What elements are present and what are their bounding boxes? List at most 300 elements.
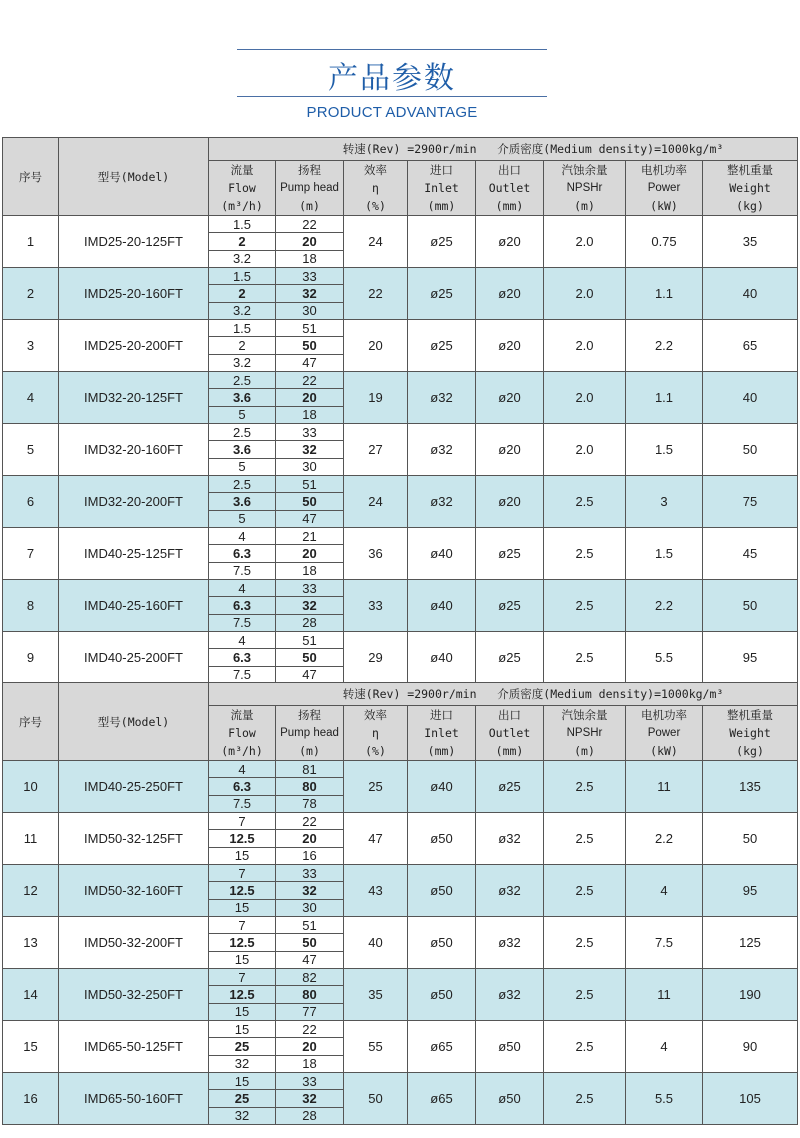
flow-point: 32	[209, 1107, 275, 1124]
row-model: IMD65-50-125FT	[59, 1021, 209, 1073]
row-power: 3	[626, 476, 703, 528]
header-col-cn: 电机功率	[641, 708, 687, 722]
head-point-list	[276, 424, 343, 475]
row-outlet: ø32	[476, 865, 544, 917]
head-point: 51	[302, 917, 317, 933]
row-index: 12	[3, 865, 59, 917]
flow-point: 15	[209, 951, 275, 968]
row-weight: 50	[703, 813, 798, 865]
row-flow-points	[209, 424, 276, 476]
flow-point-list	[209, 761, 275, 812]
flow-point: 6.3	[209, 648, 275, 665]
row-efficiency: 20	[344, 320, 408, 372]
row-inlet: ø25	[408, 268, 476, 320]
header-col-cn: 整机重量	[727, 163, 774, 177]
row-power: 7.5	[626, 917, 703, 969]
header-col-unit: (kg)	[736, 199, 764, 213]
head-point: 20	[276, 388, 343, 405]
row-model: IMD32-20-200FT	[59, 476, 209, 528]
header-row-conditions	[3, 683, 798, 706]
header-col-cn: 扬程	[298, 163, 321, 177]
head-point-list	[276, 372, 343, 423]
flow-point-list	[209, 1073, 275, 1124]
flow-point: 1.5	[232, 320, 252, 336]
row-power: 4	[626, 1021, 703, 1073]
head-point: 51	[302, 320, 317, 336]
row-outlet: ø25	[476, 761, 544, 813]
header-model: 型号(Model)	[59, 138, 209, 216]
header-col-cn: 出口	[498, 163, 521, 177]
row-npshr: 2.5	[544, 476, 626, 528]
header-col-cn: 扬程	[298, 708, 321, 722]
row-flow-points	[209, 865, 276, 917]
row-npshr: 2.5	[544, 813, 626, 865]
header-col-unit: (kW)	[650, 199, 678, 213]
header-col-en: Pump head	[280, 182, 339, 194]
row-outlet: ø20	[476, 320, 544, 372]
header-col-en: Weight	[729, 181, 771, 195]
flow-point: 15	[234, 1073, 250, 1089]
row-flow-points	[209, 1021, 276, 1073]
head-point: 33	[302, 865, 317, 881]
table-row	[3, 761, 798, 813]
flow-point: 4	[238, 528, 246, 544]
row-head-points	[276, 813, 344, 865]
header-col-npshr	[544, 161, 626, 216]
header-col-cn: 进口	[430, 163, 453, 177]
row-inlet: ø50	[408, 813, 476, 865]
head-point: 32	[276, 284, 343, 301]
head-point: 81	[302, 761, 317, 777]
row-head-points	[276, 865, 344, 917]
flow-point: 7.5	[209, 795, 275, 812]
flow-point: 3.2	[209, 302, 275, 319]
head-point-list	[276, 632, 343, 683]
row-inlet: ø40	[408, 761, 476, 813]
table-row	[3, 865, 798, 917]
header-col-η	[344, 706, 408, 761]
row-flow-points	[209, 969, 276, 1021]
row-flow-points	[209, 580, 276, 632]
header-col-flow	[209, 706, 276, 761]
head-point-list	[276, 476, 343, 527]
table-row	[3, 424, 798, 476]
flow-point: 5	[209, 458, 275, 475]
head-point: 32	[276, 440, 343, 457]
row-power: 0.75	[626, 216, 703, 268]
flow-point: 15	[209, 847, 275, 864]
flow-point-list	[209, 268, 275, 319]
header-model: 型号(Model)	[59, 683, 209, 761]
row-head-points	[276, 320, 344, 372]
head-point: 30	[276, 458, 343, 475]
header-col-en: Flow	[228, 181, 256, 195]
table-row	[3, 268, 798, 320]
head-point: 28	[276, 614, 343, 631]
row-efficiency: 24	[344, 216, 408, 268]
row-head-points	[276, 969, 344, 1021]
row-head-points	[276, 580, 344, 632]
head-point: 28	[276, 1107, 343, 1124]
header-row-conditions	[3, 138, 798, 161]
head-point-list	[276, 761, 343, 812]
flow-point: 25	[209, 1089, 275, 1106]
row-model: IMD25-20-200FT	[59, 320, 209, 372]
row-index: 6	[3, 476, 59, 528]
row-efficiency: 43	[344, 865, 408, 917]
flow-point: 25	[209, 1037, 275, 1054]
head-point: 33	[302, 580, 317, 596]
table-row	[3, 216, 798, 268]
row-index: 7	[3, 528, 59, 580]
header-col-weight	[703, 161, 798, 216]
row-inlet: ø40	[408, 528, 476, 580]
head-point-list	[276, 813, 343, 864]
row-npshr: 2.5	[544, 969, 626, 1021]
flow-point-list	[209, 969, 275, 1020]
row-weight: 95	[703, 865, 798, 917]
head-point: 32	[276, 881, 343, 898]
head-point: 22	[302, 372, 317, 388]
header-col-cn: 流量	[230, 163, 254, 177]
header-col-en: η	[372, 726, 379, 740]
header-index: 序号	[3, 138, 59, 216]
row-power: 2.2	[626, 813, 703, 865]
row-inlet: ø65	[408, 1073, 476, 1125]
spec-table-1	[2, 137, 798, 684]
flow-point: 7	[238, 917, 246, 933]
header-conditions: 转速(Rev) =2900r/min 介质密度(Medium density)=1000kg/m³	[209, 683, 798, 706]
header-col-en: η	[372, 181, 379, 195]
row-npshr: 2.0	[544, 320, 626, 372]
header-col-npshr	[544, 706, 626, 761]
row-inlet: ø50	[408, 917, 476, 969]
head-point: 33	[302, 424, 317, 440]
flow-point: 4	[238, 580, 246, 596]
head-point: 18	[276, 562, 343, 579]
flow-point: 2.5	[232, 372, 252, 388]
row-weight: 50	[703, 424, 798, 476]
flow-point: 6.3	[209, 777, 275, 794]
row-weight: 125	[703, 917, 798, 969]
row-flow-points	[209, 268, 276, 320]
flow-point: 7.5	[209, 562, 275, 579]
head-point-list	[276, 216, 343, 267]
row-outlet: ø20	[476, 268, 544, 320]
row-head-points	[276, 917, 344, 969]
header-col-outlet	[476, 161, 544, 216]
row-flow-points	[209, 761, 276, 813]
head-point: 50	[276, 933, 343, 950]
row-outlet: ø50	[476, 1073, 544, 1125]
head-point: 47	[276, 354, 343, 371]
row-weight: 135	[703, 761, 798, 813]
head-point: 32	[276, 596, 343, 613]
table-row	[3, 372, 798, 424]
row-npshr: 2.0	[544, 216, 626, 268]
head-point: 47	[276, 666, 343, 683]
flow-point-list	[209, 917, 275, 968]
row-model: IMD65-50-160FT	[59, 1073, 209, 1125]
row-inlet: ø50	[408, 865, 476, 917]
header-col-en: Power	[647, 182, 681, 194]
header-col-unit: (mm)	[495, 199, 524, 213]
header-col-unit: (%)	[365, 199, 386, 213]
row-outlet: ø32	[476, 969, 544, 1021]
header-col-cn: 汽蚀余量	[561, 708, 608, 722]
header-col-en: Outlet	[488, 181, 531, 195]
row-inlet: ø40	[408, 632, 476, 684]
flow-point: 12.5	[209, 933, 275, 950]
row-head-points	[276, 761, 344, 813]
head-point: 50	[276, 336, 343, 353]
head-point: 32	[276, 1089, 343, 1106]
head-point-list	[276, 865, 343, 916]
row-outlet: ø25	[476, 632, 544, 684]
row-efficiency: 50	[344, 1073, 408, 1125]
flow-point: 7	[238, 969, 246, 985]
row-npshr: 2.5	[544, 1021, 626, 1073]
header-col-unit: (m³/h)	[221, 744, 263, 758]
row-power: 5.5	[626, 1073, 703, 1125]
header-col-cn: 出口	[498, 708, 521, 722]
row-outlet: ø32	[476, 813, 544, 865]
flow-point-list	[209, 632, 275, 683]
spec-table-2	[2, 682, 798, 1125]
row-weight: 190	[703, 969, 798, 1021]
row-inlet: ø32	[408, 476, 476, 528]
flow-point-list	[209, 424, 275, 475]
head-point: 47	[276, 951, 343, 968]
row-weight: 35	[703, 216, 798, 268]
row-outlet: ø20	[476, 424, 544, 476]
flow-point: 7.5	[209, 614, 275, 631]
row-model: IMD50-32-125FT	[59, 813, 209, 865]
head-point: 21	[302, 528, 317, 544]
row-inlet: ø50	[408, 969, 476, 1021]
row-model: IMD25-20-160FT	[59, 268, 209, 320]
flow-point-list	[209, 813, 275, 864]
row-head-points	[276, 476, 344, 528]
row-efficiency: 24	[344, 476, 408, 528]
flow-point-list	[209, 476, 275, 527]
flow-point: 7	[238, 865, 246, 881]
row-npshr: 2.5	[544, 865, 626, 917]
title-english: PRODUCT ADVANTAGE	[306, 104, 478, 121]
head-point-list	[276, 528, 343, 579]
row-index: 2	[3, 268, 59, 320]
row-power: 2.2	[626, 580, 703, 632]
row-npshr: 2.0	[544, 372, 626, 424]
flow-point: 1.5	[232, 216, 252, 232]
flow-point: 12.5	[209, 881, 275, 898]
row-weight: 95	[703, 632, 798, 684]
row-flow-points	[209, 528, 276, 580]
row-model: IMD50-32-160FT	[59, 865, 209, 917]
row-npshr: 2.0	[544, 424, 626, 476]
row-flow-points	[209, 320, 276, 372]
head-point: 80	[276, 777, 343, 794]
head-point-list	[276, 917, 343, 968]
flow-point: 7	[238, 813, 246, 829]
row-efficiency: 40	[344, 917, 408, 969]
row-model: IMD32-20-125FT	[59, 372, 209, 424]
row-inlet: ø65	[408, 1021, 476, 1073]
row-npshr: 2.5	[544, 580, 626, 632]
row-outlet: ø20	[476, 372, 544, 424]
flow-point: 1.5	[232, 268, 252, 284]
head-point: 20	[276, 1037, 343, 1054]
flow-point: 4	[238, 632, 246, 648]
row-efficiency: 33	[344, 580, 408, 632]
header-col-power	[626, 706, 703, 761]
head-point-list	[276, 969, 343, 1020]
head-point: 33	[302, 268, 317, 284]
row-power: 11	[626, 761, 703, 813]
row-efficiency: 19	[344, 372, 408, 424]
row-head-points	[276, 216, 344, 268]
header-col-cn: 汽蚀余量	[561, 163, 608, 177]
row-model: IMD40-25-125FT	[59, 528, 209, 580]
row-flow-points	[209, 813, 276, 865]
header-col-weight	[703, 706, 798, 761]
head-point: 51	[302, 476, 317, 492]
table-row	[3, 632, 798, 684]
row-index: 10	[3, 761, 59, 813]
header-col-en: NPSHr	[566, 182, 603, 194]
row-npshr: 2.5	[544, 528, 626, 580]
row-flow-points	[209, 372, 276, 424]
head-point: 82	[302, 969, 317, 985]
flow-point-list	[209, 320, 275, 371]
header-col-unit: (mm)	[495, 744, 524, 758]
head-point: 47	[276, 510, 343, 527]
row-outlet: ø25	[476, 528, 544, 580]
row-model: IMD40-25-160FT	[59, 580, 209, 632]
flow-point-list	[209, 372, 275, 423]
flow-point: 6.3	[209, 596, 275, 613]
header-col-η	[344, 161, 408, 216]
head-point: 20	[276, 232, 343, 249]
table-row	[3, 813, 798, 865]
header-col-unit: (kg)	[736, 744, 764, 758]
header-col-flow	[209, 161, 276, 216]
row-head-points	[276, 268, 344, 320]
title-divider-bottom	[237, 96, 547, 97]
header-col-en: Inlet	[424, 181, 459, 195]
flow-point: 15	[209, 1003, 275, 1020]
row-outlet: ø25	[476, 580, 544, 632]
row-efficiency: 55	[344, 1021, 408, 1073]
header-col-unit: (m)	[299, 199, 320, 213]
row-weight: 65	[703, 320, 798, 372]
flow-point: 3.6	[209, 492, 275, 509]
header-col-power	[626, 161, 703, 216]
header-index: 序号	[3, 683, 59, 761]
header-col-unit: (m)	[574, 744, 595, 758]
flow-point: 3.6	[209, 440, 275, 457]
row-index: 5	[3, 424, 59, 476]
row-power: 1.5	[626, 528, 703, 580]
head-point: 18	[276, 250, 343, 267]
head-point: 30	[276, 302, 343, 319]
header-col-en: Inlet	[424, 726, 459, 740]
header-col-unit: (mm)	[427, 199, 456, 213]
row-outlet: ø20	[476, 216, 544, 268]
row-flow-points	[209, 476, 276, 528]
flow-point: 2	[209, 232, 275, 249]
head-point-list	[276, 580, 343, 631]
table-row	[3, 580, 798, 632]
row-flow-points	[209, 632, 276, 684]
head-point-list	[276, 320, 343, 371]
row-outlet: ø50	[476, 1021, 544, 1073]
row-efficiency: 36	[344, 528, 408, 580]
row-npshr: 2.5	[544, 761, 626, 813]
row-flow-points	[209, 216, 276, 268]
header-col-cn: 效率	[364, 708, 387, 722]
flow-point: 3.2	[209, 250, 275, 267]
head-point-list	[276, 268, 343, 319]
row-power: 1.5	[626, 424, 703, 476]
row-npshr: 2.5	[544, 1073, 626, 1125]
row-index: 8	[3, 580, 59, 632]
head-point-list	[276, 1021, 343, 1072]
header-conditions: 转速(Rev) =2900r/min 介质密度(Medium density)=1000kg/m³	[209, 138, 798, 161]
flow-point-list	[209, 865, 275, 916]
head-point: 78	[276, 795, 343, 812]
flow-point: 3.6	[209, 388, 275, 405]
header-col-en: NPSHr	[566, 727, 603, 739]
table-row	[3, 1021, 798, 1073]
row-efficiency: 47	[344, 813, 408, 865]
row-model: IMD25-20-125FT	[59, 216, 209, 268]
header-col-en: Power	[647, 727, 681, 739]
row-model: IMD50-32-250FT	[59, 969, 209, 1021]
row-inlet: ø25	[408, 320, 476, 372]
head-point: 80	[276, 985, 343, 1002]
row-model: IMD40-25-200FT	[59, 632, 209, 684]
row-index: 14	[3, 969, 59, 1021]
row-npshr: 2.5	[544, 632, 626, 684]
header-col-pump-head	[276, 706, 344, 761]
title-divider-top	[237, 49, 547, 50]
flow-point: 15	[234, 1021, 250, 1037]
row-inlet: ø32	[408, 424, 476, 476]
row-weight: 45	[703, 528, 798, 580]
flow-point: 15	[209, 899, 275, 916]
row-power: 2.2	[626, 320, 703, 372]
header-col-unit: (m)	[299, 744, 320, 758]
row-index: 3	[3, 320, 59, 372]
flow-point: 32	[209, 1055, 275, 1072]
flow-point: 12.5	[209, 829, 275, 846]
header-col-en: Pump head	[280, 727, 339, 739]
header-col-unit: (m)	[574, 199, 595, 213]
table-row	[3, 528, 798, 580]
row-index: 4	[3, 372, 59, 424]
flow-point: 2	[209, 336, 275, 353]
head-point: 22	[302, 1021, 317, 1037]
row-efficiency: 25	[344, 761, 408, 813]
row-weight: 105	[703, 1073, 798, 1125]
row-weight: 40	[703, 372, 798, 424]
row-efficiency: 29	[344, 632, 408, 684]
flow-point: 3.2	[209, 354, 275, 371]
flow-point: 7.5	[209, 666, 275, 683]
table-row	[3, 476, 798, 528]
head-point: 33	[302, 1073, 317, 1089]
